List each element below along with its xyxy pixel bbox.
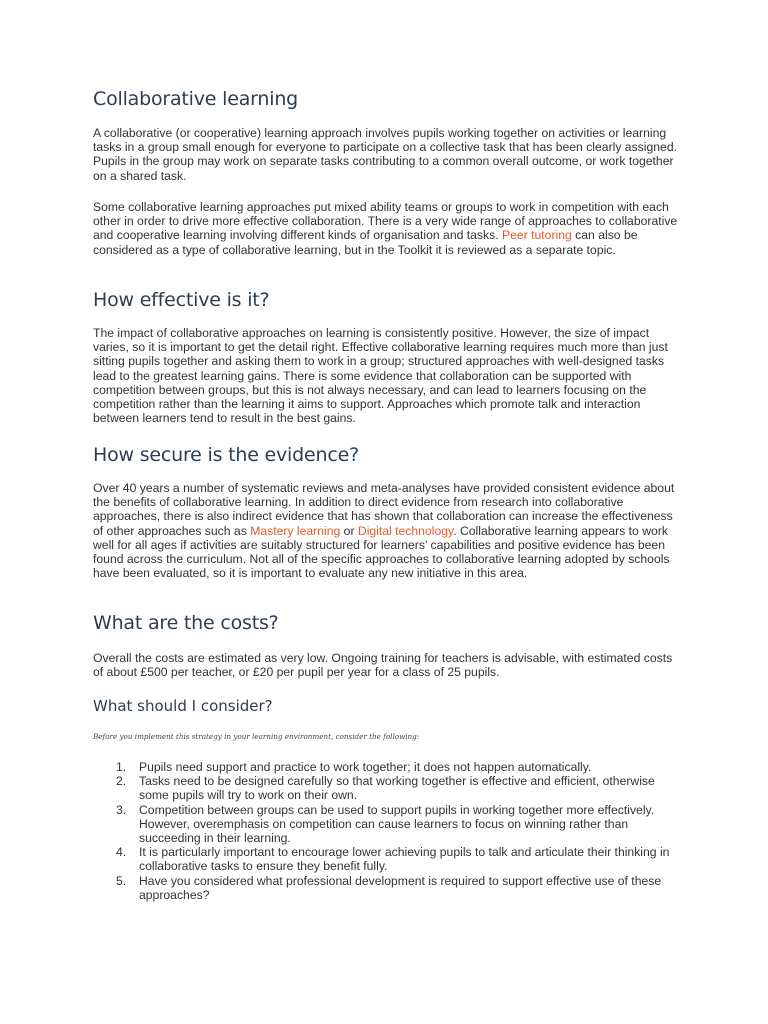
consider-intro: Before you implement this strategy in your learning environment, consider the following: [93, 732, 420, 741]
evidence-paragraph-text-mid: or [340, 523, 358, 538]
evidence-paragraph-text-a: Over 40 years a number of systematic reviews and meta-analyses have provided consistent evidence about the benefits of collaborative learning. In addition to direct evidence from research into collaborative approaches, there is also indirect evidence that has shown that collaboration can increase the effectiveness of other approaches such as [93, 481, 675, 538]
consider-list [93, 760, 683, 902]
list-item-text: It is particularly important to encourage lower achieving pupils to talk and articulate their thinking in collaborative tasks to ensure they benefit fully. [139, 845, 670, 874]
costs-paragraph: Overall the costs are estimated as very low. Ongoing training for teachers is advisable, with estimated costs of about £500 per teacher, or £20 per pupil per year for a class of 25 pupils. [93, 651, 673, 680]
list-item-number: 3. [116, 802, 127, 817]
list-item-number: 4. [116, 845, 127, 860]
evidence-paragraph-text-b: . Collaborative learning appears to work well for all ages if activities are suitably structured for learners’ capabilities and positive evidence has been found across the curriculum. Not all of the specific approaches to collaborative learning adopted by schools have been evaluated, so it is important to evaluate any new initiative in this area. [93, 523, 670, 581]
evidence-paragraph [93, 481, 683, 580]
list-item [93, 845, 683, 873]
section-heading-evidence: How secure is the evidence? [93, 444, 359, 466]
section-heading-effective: How effective is it? [93, 289, 270, 311]
list-item [93, 803, 683, 846]
digital-technology-link[interactable]: Digital technology [357, 523, 454, 538]
page-title: Collaborative learning [93, 88, 299, 110]
section-heading-costs: What are the costs? [93, 612, 279, 634]
section-heading-consider: What should I consider? [93, 697, 273, 715]
list-item-number: 2. [116, 774, 127, 789]
list-item [93, 874, 683, 902]
intro-paragraph-1: A collaborative (or cooperative) learning approach involves pupils working together on activities or learning tasks in a group small enough for everyone to participate on a collective task that has been clearly assigned. Pupils in the group may work on separate tasks contributing to a common overall outcome, or work together on a shared task. [93, 126, 677, 183]
list-item [93, 774, 683, 802]
list-item [93, 760, 683, 774]
mastery-learning-link[interactable]: Mastery learning [250, 523, 341, 538]
list-item-number: 5. [116, 873, 127, 888]
list-item-number: 1. [116, 760, 127, 774]
list-item-text: Have you considered what professional development is required to support effective use of these approaches? [139, 873, 662, 902]
intro-paragraph-2-text-a: Some collaborative learning approaches put mixed ability teams or groups to work in competition with each other in order to drive more effective collaboration. There is a very wide range of approaches to collaborative and cooperative learning involving different kinds of organisation and tasks. [93, 200, 678, 243]
intro-paragraph-2-text-b: can also be considered as a type of collaborative learning, but in the Toolkit it is reviewed as a separate topic. [93, 228, 638, 257]
list-item-text: Pupils need support and practice to work together; it does not happen automatically. [139, 760, 592, 774]
intro-paragraph-2 [93, 200, 683, 257]
list-item-text: Tasks need to be designed carefully so that working together is effective and efficient, otherwise some pupils will try to work on their own. [139, 774, 655, 803]
list-item-text: Competition between groups can be used to support pupils in working together more effectively. However, overemphasis on competition can cause learners to focus on winning rather than succeeding in their learning. [139, 802, 655, 846]
effective-paragraph: The impact of collaborative approaches on learning is consistently positive. However, the size of impact varies, so it is important to get the detail right. Effective collaborative learning requires much more than just sitting pupils together and asking them to work in a group; structured approaches with well-designed tasks lead to the greatest learning gains. There is some evidence that collaboration can be supported with competition between groups, but this is not always necessary, and can lead to learners focusing on the competition rather than the learning it aims to support. Approaches which promote talk and interaction between learners tend to result in the best gains. [93, 326, 668, 426]
peer-tutoring-link[interactable]: Peer tutoring [502, 228, 572, 243]
